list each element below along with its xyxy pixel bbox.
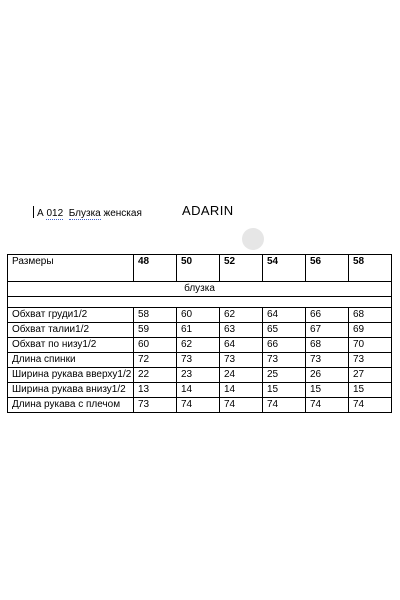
table-cell: 60 [177, 308, 220, 323]
table-cell: 73 [263, 353, 306, 368]
spacer-row [8, 297, 392, 308]
measurement-label: Обхват по низу1/2 [8, 338, 134, 353]
measurement-label: Длина спинки [8, 353, 134, 368]
table-cell: 72 [134, 353, 177, 368]
size-header-cell: 52 [220, 255, 263, 282]
size-header-cell: 54 [263, 255, 306, 282]
article-prefix: А [37, 208, 44, 219]
table-row [8, 353, 392, 368]
table-cell: 59 [134, 323, 177, 338]
size-header-cell: 50 [177, 255, 220, 282]
item-type: женская [103, 208, 142, 219]
decorative-circle [242, 228, 264, 250]
size-header-cell: 58 [349, 255, 392, 282]
table-cell: 73 [306, 353, 349, 368]
table-row [8, 383, 392, 398]
table-cell: 14 [220, 383, 263, 398]
sizes-header-label: Размеры [8, 255, 134, 282]
measurement-label: Обхват талии1/2 [8, 323, 134, 338]
table-cell: 74 [306, 398, 349, 413]
table-cell: 74 [349, 398, 392, 413]
table-row [8, 338, 392, 353]
table-cell: 61 [177, 323, 220, 338]
table-cell: 73 [220, 353, 263, 368]
table-cell: 64 [220, 338, 263, 353]
table-cell: 26 [306, 368, 349, 383]
item-name: Блузка [68, 208, 101, 219]
table-cell: 74 [177, 398, 220, 413]
size-header-cell: 56 [306, 255, 349, 282]
table-cell: 70 [349, 338, 392, 353]
table-cell: 73 [177, 353, 220, 368]
measurement-label: Ширина рукава внизу1/2 [8, 383, 134, 398]
table-cell: 63 [220, 323, 263, 338]
table-cell: 67 [306, 323, 349, 338]
table-header-row [8, 255, 392, 282]
table-row [8, 398, 392, 413]
table-cell: 74 [263, 398, 306, 413]
table-cell: 15 [349, 383, 392, 398]
table-cell: 24 [220, 368, 263, 383]
measurement-label: Ширина рукава вверху1/2 [8, 368, 134, 383]
table-cell: 64 [263, 308, 306, 323]
table-cell: 65 [263, 323, 306, 338]
table-cell: 66 [263, 338, 306, 353]
table-cell: 73 [349, 353, 392, 368]
table-cell: 14 [177, 383, 220, 398]
table-cell: 62 [220, 308, 263, 323]
brand-name: ADARIN [182, 203, 234, 218]
table-cell: 22 [134, 368, 177, 383]
table-cell: 25 [263, 368, 306, 383]
table-cell: 68 [349, 308, 392, 323]
size-chart-table [7, 254, 392, 413]
measurement-label: Обхват груди1/2 [8, 308, 134, 323]
table-cell: 69 [349, 323, 392, 338]
table-cell: 13 [134, 383, 177, 398]
measurement-label: Длина рукава с плечом [8, 398, 134, 413]
table-cell: 74 [220, 398, 263, 413]
table-cell: 23 [177, 368, 220, 383]
table-cell: 68 [306, 338, 349, 353]
article-code: 012 [46, 208, 64, 219]
text-cursor [33, 206, 34, 218]
table-cell: 62 [177, 338, 220, 353]
table-cell: 73 [134, 398, 177, 413]
spacer-cell [8, 297, 392, 308]
table-cell: 58 [134, 308, 177, 323]
table-row [8, 308, 392, 323]
article-header [33, 206, 142, 220]
section-label: блузка [8, 282, 392, 297]
table-cell: 15 [306, 383, 349, 398]
size-header-cell: 48 [134, 255, 177, 282]
table-row [8, 323, 392, 338]
table-cell: 15 [263, 383, 306, 398]
table-cell: 27 [349, 368, 392, 383]
table-cell: 60 [134, 338, 177, 353]
table-row [8, 368, 392, 383]
section-row [8, 282, 392, 297]
table-cell: 66 [306, 308, 349, 323]
